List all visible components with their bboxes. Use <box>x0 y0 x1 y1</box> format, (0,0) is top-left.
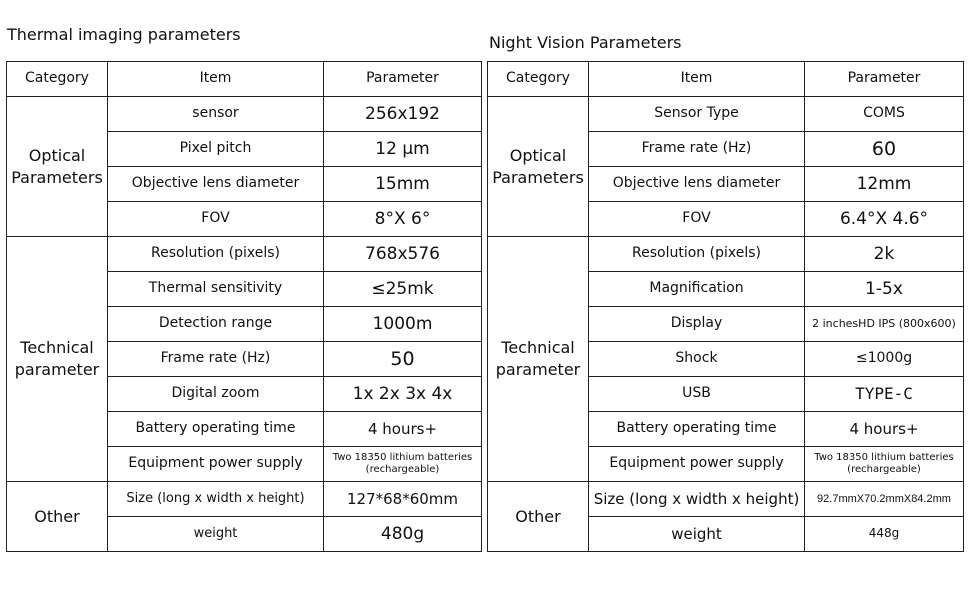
row-item: Objective lens diameter <box>589 167 805 202</box>
row-item: Resolution (pixels) <box>589 237 805 272</box>
row-value: ≤25mk <box>324 272 482 307</box>
row-value: Two 18350 lithium batteries (rechargeable) <box>805 447 964 482</box>
header-category: Category <box>488 62 589 97</box>
row-item: Objective lens diameter <box>108 167 324 202</box>
row-item: Frame rate (Hz) <box>108 342 324 377</box>
row-item: Equipment power supply <box>589 447 805 482</box>
row-item: Display <box>589 307 805 342</box>
row-item: FOV <box>108 202 324 237</box>
row-value: 60 <box>805 132 964 167</box>
row-item: Sensor Type <box>589 97 805 132</box>
row-value: ≤1000g <box>805 342 964 377</box>
row-value: 1-5x <box>805 272 964 307</box>
row-value: 50 <box>324 342 482 377</box>
row-item: Size (long x width x height) <box>589 482 805 517</box>
row-value: COMS <box>805 97 964 132</box>
row-value: 8°X 6° <box>324 202 482 237</box>
header-item: Item <box>108 62 324 97</box>
row-value: TYPE-C <box>805 377 964 412</box>
category-technical: Technical parameter <box>488 237 589 482</box>
row-value: 4 hours+ <box>324 412 482 447</box>
category-other: Other <box>7 482 108 552</box>
row-item: Resolution (pixels) <box>108 237 324 272</box>
row-item: Pixel pitch <box>108 132 324 167</box>
row-item: Magnification <box>589 272 805 307</box>
row-item: USB <box>589 377 805 412</box>
row-value: 1x 2x 3x 4x <box>324 377 482 412</box>
row-item: Frame rate (Hz) <box>589 132 805 167</box>
header-parameter: Parameter <box>324 62 482 97</box>
row-item: sensor <box>108 97 324 132</box>
row-item: Battery operating time <box>108 412 324 447</box>
row-item: Size (long x width x height) <box>108 482 324 517</box>
row-item: Thermal sensitivity <box>108 272 324 307</box>
thermal-parameters-table <box>6 61 482 552</box>
row-item: Detection range <box>108 307 324 342</box>
row-item: Shock <box>589 342 805 377</box>
row-value: 1000m <box>324 307 482 342</box>
row-item: Digital zoom <box>108 377 324 412</box>
row-value: Two 18350 lithium batteries (rechargeable) <box>324 447 482 482</box>
row-item: FOV <box>589 202 805 237</box>
row-value: 2k <box>805 237 964 272</box>
row-value: 480g <box>324 517 482 552</box>
row-value: 6.4°X 4.6° <box>805 202 964 237</box>
row-value: 15mm <box>324 167 482 202</box>
row-item: Equipment power supply <box>108 447 324 482</box>
row-value: 12 µm <box>324 132 482 167</box>
row-value: 127*68*60mm <box>324 482 482 517</box>
row-item: weight <box>108 517 324 552</box>
header-category: Category <box>7 62 108 97</box>
category-technical: Technical parameter <box>7 237 108 482</box>
row-value: 92.7mmX70.2mmX84.2mm <box>805 482 964 517</box>
row-item: Battery operating time <box>589 412 805 447</box>
row-value: 448g <box>805 517 964 552</box>
row-value: 768x576 <box>324 237 482 272</box>
header-item: Item <box>589 62 805 97</box>
category-optical: Optical Parameters <box>488 97 589 237</box>
night-vision-parameters-table <box>487 61 964 552</box>
thermal-title: Thermal imaging parameters <box>7 25 241 44</box>
row-value: 256x192 <box>324 97 482 132</box>
category-optical: Optical Parameters <box>7 97 108 237</box>
night-vision-title: Night Vision Parameters <box>489 33 682 52</box>
row-item: weight <box>589 517 805 552</box>
header-parameter: Parameter <box>805 62 964 97</box>
category-other: Other <box>488 482 589 552</box>
row-value: 2 inchesHD IPS (800x600) <box>805 307 964 342</box>
row-value: 4 hours+ <box>805 412 964 447</box>
row-value: 12mm <box>805 167 964 202</box>
